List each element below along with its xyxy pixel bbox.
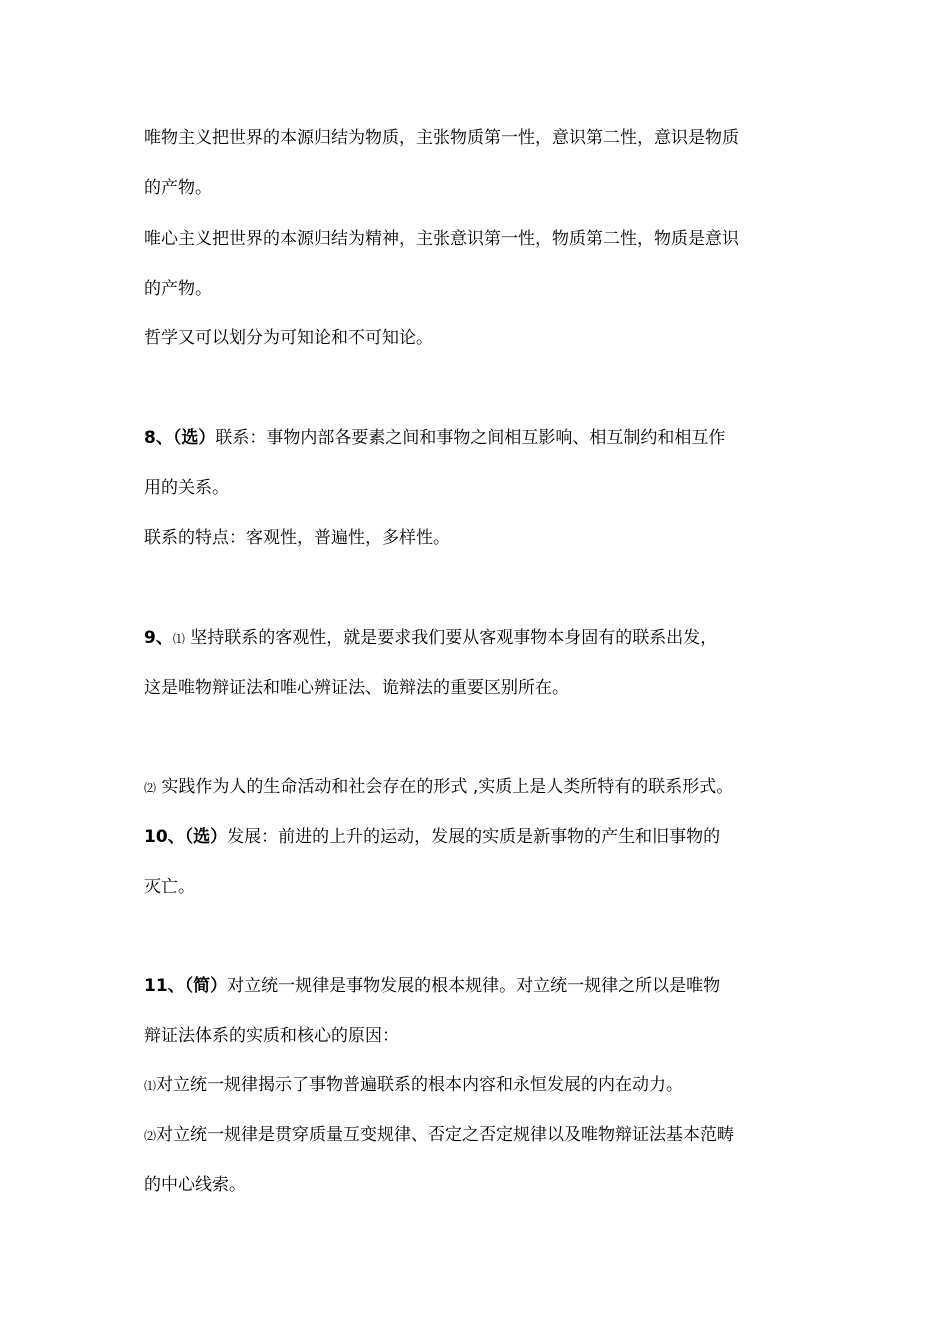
- text-line: 灭亡。: [144, 877, 195, 897]
- section-heading-8: 8、（选）联系：事物内部各要素之间和事物之间相互影响、相互制约和相互作: [144, 428, 726, 448]
- text-line: 用的关系。: [144, 478, 229, 498]
- text-line: 唯心主义把世界的本源归结为精神，主张意识第一性，物质第二性，物质是意识: [144, 229, 739, 249]
- list-item: ⑵ 实践作为人的生命活动和社会存在的形式 ,实质上是人类所特有的联系形式。: [144, 777, 734, 797]
- text-line: 唯物主义把世界的本源归结为物质，主张物质第一性，意识第二性，意识是物质: [144, 128, 739, 148]
- section-heading-9: 9、⑴ 坚持联系的客观性，就是要求我们要从客观事物本身固有的联系出发，: [144, 628, 718, 648]
- text-line: 联系的特点：客观性，普遍性，多样性。: [144, 528, 450, 548]
- text-line: 辩证法体系的实质和核心的原因：: [144, 1026, 399, 1046]
- section-heading-11: 11、（简）对立统一规律是事物发展的根本规律。对立统一规律之所以是唯物: [144, 976, 721, 996]
- text-line: 的中心线索。: [144, 1175, 246, 1195]
- list-item: ⑴对立统一规律揭示了事物普遍联系的根本内容和永恒发展的内在动力。: [144, 1075, 684, 1095]
- section-heading-10: 10、（选）发展：前进的上升的运动，发展的实质是新事物的产生和旧事物的: [144, 827, 721, 847]
- text-line: 的产物。: [144, 279, 212, 299]
- text-line: 哲学又可以划分为可知论和不可知论。: [144, 328, 433, 348]
- text-line: 这是唯物辩证法和唯心辨证法、诡辩法的重要区别所在。: [144, 678, 569, 698]
- list-item: ⑵对立统一规律是贯穿质量互变规律、否定之否定规律以及唯物辩证法基本范畴: [144, 1125, 735, 1145]
- text-line: 的产物。: [144, 178, 212, 198]
